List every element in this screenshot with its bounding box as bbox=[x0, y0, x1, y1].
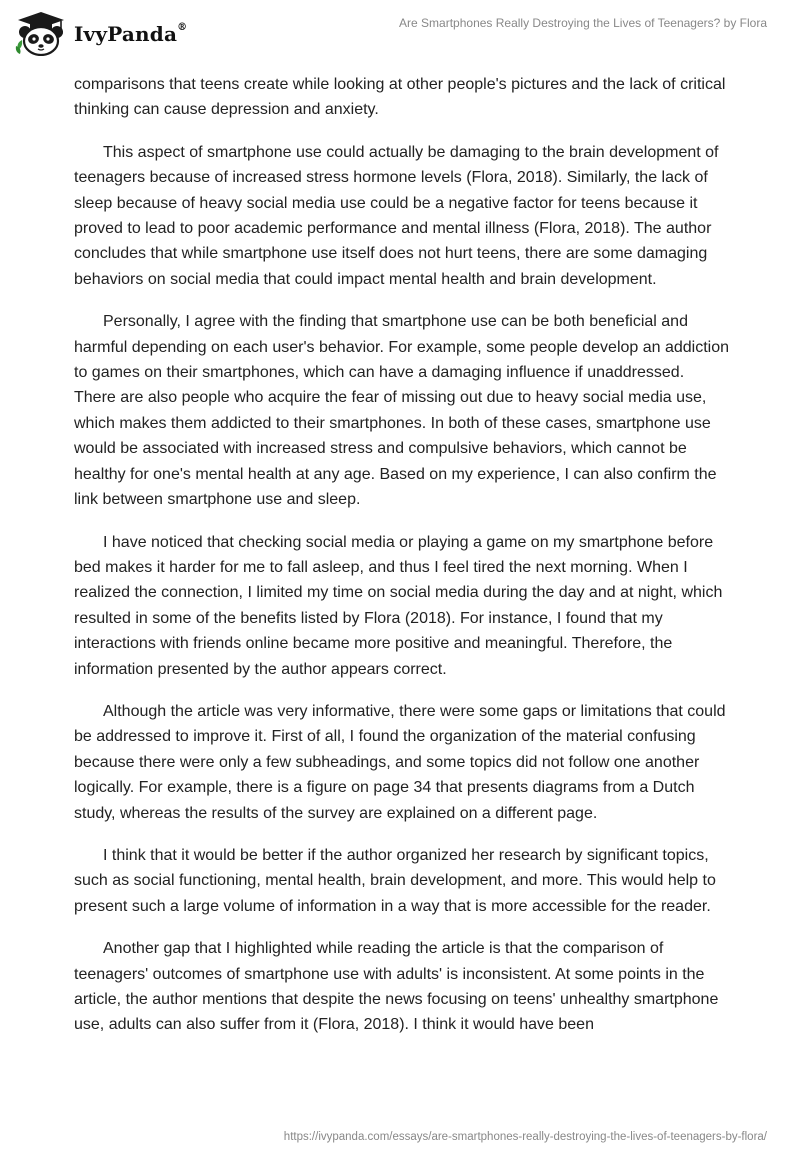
paragraph: comparisons that teens create while looking at other people's pictures and the lack of critical thinking can cause depression and anxiety. bbox=[74, 76, 726, 119]
page-header bbox=[0, 0, 800, 66]
panda-graduate-logo-icon bbox=[14, 10, 68, 56]
paragraph: Although the article was very informative, there were some gaps or limitations that could be addressed to improve it. First of all, I found the organization of the material confusing because there were only a few subheadings, and some topics did not follow one another logically. For example, there is a figure on page 34 that presents diagrams from a Dutch study, whereas the results of the survey are explained on a different page. bbox=[74, 702, 726, 822]
paragraph: Another gap that I highlighted while reading the article is that the comparison of teenagers' outcomes of smartphone use with adults' is inconsistent. At some points in the article, the author mentions that despite the news focusing on teens' unhealthy smartphone use, adults can also suffer from it (Flora, 2018). I think it would have been bbox=[74, 940, 719, 1034]
registered-mark: ® bbox=[177, 22, 188, 34]
paragraph: I have noticed that checking social media or playing a game on my smartphone before bed makes it harder for me to fall asleep, and thus I feel tired the next morning. When I realized the connection, I limited my time on social media during the day and at night, which resulted in some of the benefits listed by Flora (2018). For instance, I found that my interactions with friends online became more positive and meaningful. Therefore, the information presented by the author appears correct. bbox=[74, 533, 723, 678]
paragraph: This aspect of smartphone use could actually be damaging to the brain development of teenagers because of increased stress hormone levels (Flora, 2018). Similarly, the lack of sleep because of heavy social media use could be a negative factor for teens because it proved to lead to poor academic performance and mental illness (Flora, 2018). The author concludes that while smartphone use itself does not hurt teens, there are some damaging behaviors on social media that could impact mental health and brain development. bbox=[74, 143, 719, 288]
ivypanda-logo[interactable] bbox=[14, 9, 187, 57]
brand-name: IvyPanda® bbox=[74, 22, 188, 46]
source-url[interactable]: https://ivypanda.com/essays/are-smartphones-really-destroying-the-lives-of-teenagers-by-flora/ bbox=[283, 1131, 767, 1143]
document-title: Are Smartphones Really Destroying the Lives of Teenagers? by Flora bbox=[399, 16, 767, 30]
paragraph: I think that it would be better if the author organized her research by significant topics, such as social functioning, mental health, brain development, and more. This would help to present such a large volume of information in a way that is more accessible for the reader. bbox=[74, 846, 716, 915]
essay-body bbox=[74, 72, 730, 1055]
paragraph: Personally, I agree with the finding that smartphone use can be both beneficial and harmful depending on each user's behavior. For example, some people develop an addiction to games on their smartphones, which can have a damaging influence if unaddressed. There are also people who acquire the fear of missing out due to heavy social media use, which makes them addicted to their smartphones. In both of these cases, smartphone use would be associated with increased stress and compulsive behaviors, which cannot be healthy for one's mental health at any age. Based on my experience, I can also confirm the link between smartphone use and sleep. bbox=[74, 313, 730, 509]
